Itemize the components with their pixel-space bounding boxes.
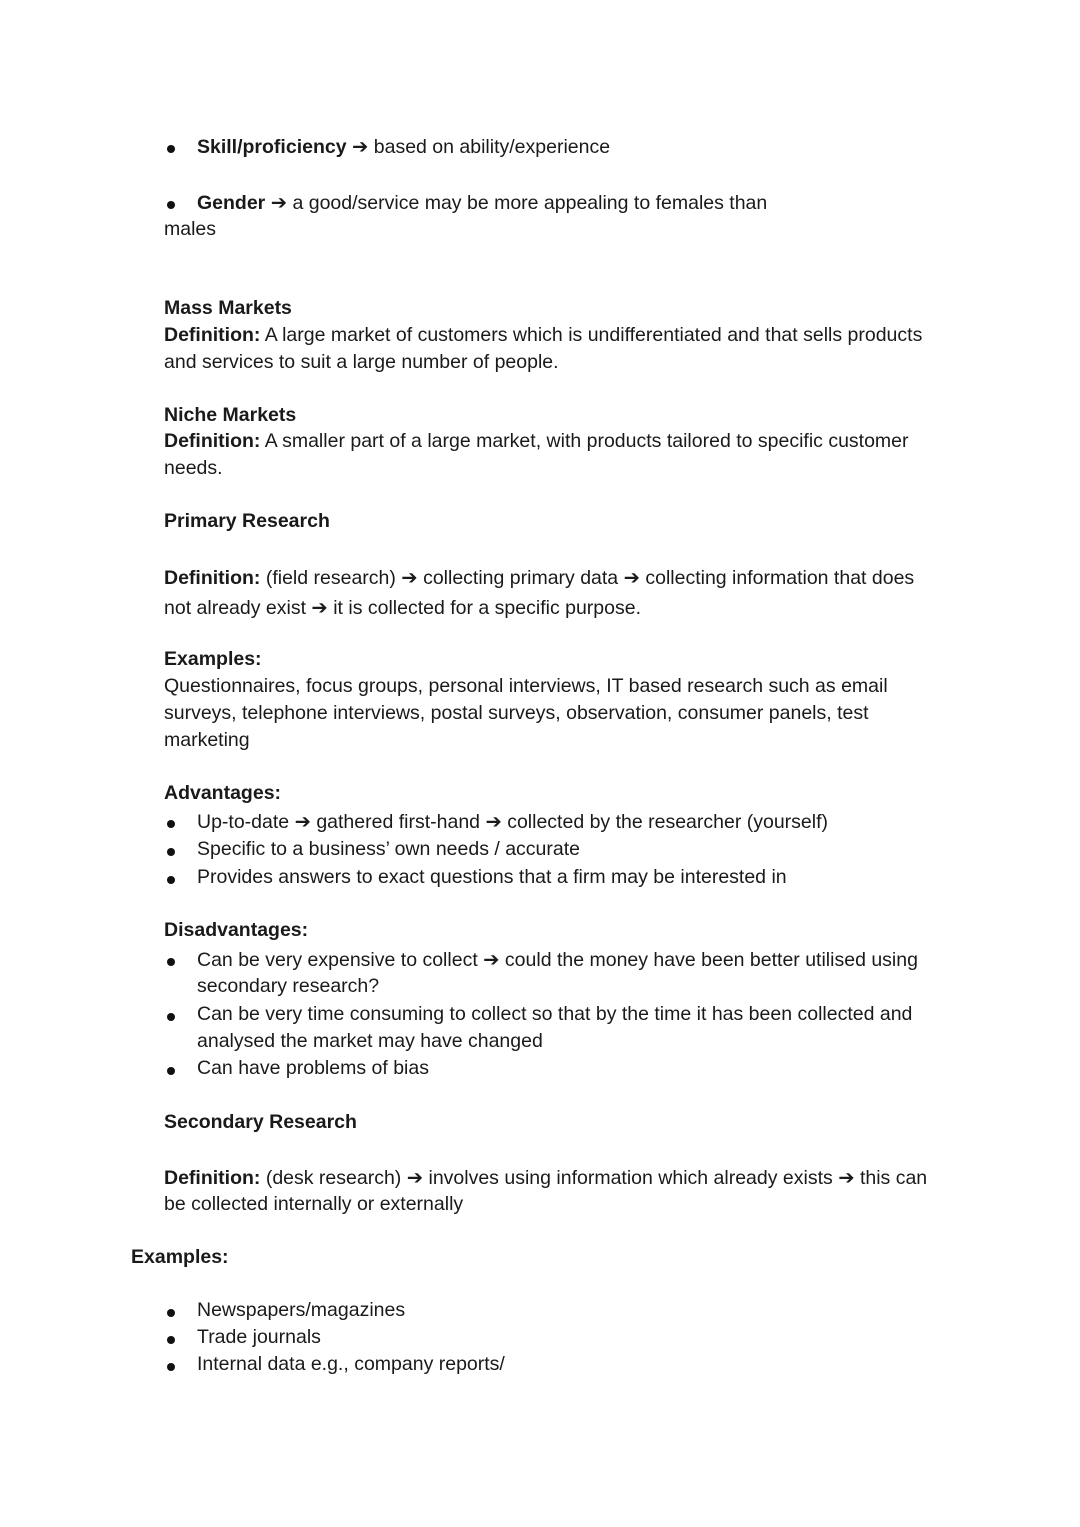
arrow-icon: ➔: [838, 1167, 855, 1189]
definition-text: collecting primary data: [423, 567, 619, 589]
bullet-dot: [167, 820, 175, 828]
definition-text: it is collected for a specific purpose.: [333, 597, 641, 619]
arrow-icon: ➔: [311, 597, 328, 619]
skill-text: based on ability/experience: [373, 136, 611, 158]
gender-text-continued: males: [164, 218, 217, 240]
bullet-dot: [167, 145, 175, 153]
definition-text: (field research): [265, 567, 396, 589]
definition-text: collecting information that does: [645, 567, 915, 589]
gender-item: [197, 191, 767, 215]
arrow-icon: ➔: [401, 567, 418, 589]
primary-research-heading: Primary Research: [164, 510, 330, 532]
bullet-dot: [167, 958, 175, 966]
examples-line: Questionnaires, focus groups, personal interviews, IT based research such as email: [164, 675, 888, 697]
secondary-research-definition-line2: be collected internally or externally: [164, 1193, 464, 1215]
definition-text: A large market of customers which is undifferentiated and that sells products: [264, 324, 923, 346]
definition-label: Definition:: [164, 567, 261, 589]
niche-markets-heading: Niche Markets: [164, 404, 297, 426]
disadvantage-item: Can have problems of bias: [197, 1057, 429, 1079]
arrow-icon: ➔: [406, 1167, 424, 1189]
primary-research-definition: [164, 566, 914, 590]
advantage-text: Up-to-date: [197, 811, 290, 833]
advantages-label: Advantages:: [164, 782, 282, 804]
arrow-icon: ➔: [351, 136, 369, 158]
bullet-dot: [167, 201, 175, 209]
advantage-item: Specific to a business’ own needs / accurate: [197, 838, 580, 860]
examples-line: marketing: [164, 729, 250, 751]
definition-text: involves using information which already exists: [428, 1167, 833, 1189]
mass-markets-heading: Mass Markets: [164, 297, 292, 319]
arrow-icon: ➔: [485, 811, 502, 833]
example-item: Newspapers/magazines: [197, 1299, 406, 1321]
bullet-dot: [167, 1309, 175, 1317]
definition-text: (desk research): [265, 1167, 402, 1189]
bullet-dot: [167, 876, 175, 884]
advantage-item: [197, 810, 828, 834]
skill-label: Skill/proficiency: [197, 136, 347, 158]
gender-label: Gender: [197, 192, 266, 214]
advantage-item: Provides answers to exact questions that a firm may be interested in: [197, 866, 787, 888]
bullet-dot: [167, 1363, 175, 1371]
example-item: Internal data e.g., company reports/: [197, 1353, 505, 1375]
arrow-icon: ➔: [623, 567, 640, 589]
arrow-icon: ➔: [294, 811, 311, 833]
disadvantage-item: Can be very time consuming to collect so that by the time it has been collected and: [197, 1003, 913, 1025]
disadvantage-item-continued: analysed the market may have changed: [197, 1030, 543, 1052]
definition-label: Definition:: [164, 1167, 261, 1189]
arrow-icon: ➔: [483, 949, 500, 971]
mass-markets-definition: [164, 324, 922, 347]
definition-text: not already exist: [164, 597, 306, 619]
disadvantage-text: could the money have been better utilised using: [504, 949, 918, 971]
definition-label: Definition:: [164, 430, 261, 452]
disadvantage-item-continued: secondary research?: [197, 975, 380, 997]
disadvantage-item: [197, 948, 918, 972]
niche-markets-definition: [164, 430, 909, 453]
gender-text: a good/service may be more appealing to females than: [292, 192, 768, 214]
example-item: Trade journals: [197, 1326, 321, 1348]
secondary-research-definition: [164, 1166, 927, 1190]
bullet-dot: [167, 1336, 175, 1344]
bullet-dot: [167, 848, 175, 856]
examples-line: surveys, telephone interviews, postal surveys, observation, consumer panels, test: [164, 702, 869, 724]
skill-item: [197, 135, 610, 159]
definition-text: this can: [859, 1167, 928, 1189]
primary-research-definition-line2: [164, 596, 641, 620]
examples-label: Examples:: [164, 648, 262, 670]
examples-label: Examples:: [131, 1246, 229, 1268]
disadvantages-label: Disadvantages:: [164, 919, 309, 941]
mass-markets-definition-line2: and services to suit a large number of people.: [164, 351, 559, 373]
definition-text: A smaller part of a large market, with products tailored to specific customer: [264, 430, 909, 452]
niche-markets-definition-line2: needs.: [164, 457, 223, 479]
definition-label: Definition:: [164, 324, 261, 346]
bullet-dot: [167, 1013, 175, 1021]
secondary-research-heading: Secondary Research: [164, 1111, 357, 1133]
advantage-text: collected by the researcher (yourself): [507, 811, 829, 833]
arrow-icon: ➔: [270, 192, 288, 214]
disadvantage-text: Can be very expensive to collect: [197, 949, 478, 971]
bullet-dot: [167, 1067, 175, 1075]
advantage-text: gathered first-hand: [316, 811, 481, 833]
